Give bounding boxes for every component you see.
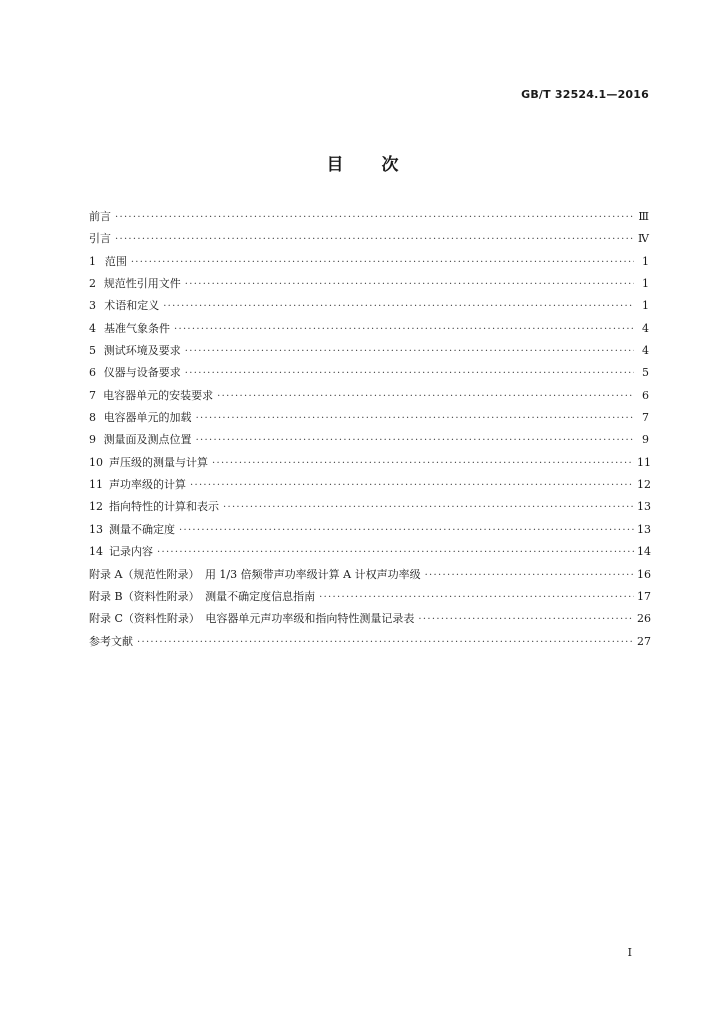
dot-leader xyxy=(115,234,634,245)
toc-entry-label: 测量不确定度 xyxy=(109,522,175,536)
toc-entry-label: 规范性引用文件 xyxy=(103,277,181,291)
dot-leader xyxy=(190,480,634,491)
toc-entry-foreword[interactable] xyxy=(89,208,649,230)
toc-entry-3[interactable] xyxy=(89,297,649,319)
dot-leader xyxy=(425,570,634,581)
dot-leader xyxy=(157,547,634,558)
toc-entry-number: 1 xyxy=(89,254,96,268)
toc-entry-label: 记录内容 xyxy=(109,545,153,559)
toc-entry-label: 测量面及测点位置 xyxy=(103,433,192,447)
dot-leader xyxy=(185,346,634,357)
toc-entry-page: 16 xyxy=(637,567,651,581)
toc-entry-label: 指向特性的计算和表示 xyxy=(109,500,219,514)
toc-entry-11[interactable] xyxy=(89,476,649,498)
toc-entry-page: 7 xyxy=(642,411,649,425)
toc-entry-1[interactable] xyxy=(89,253,649,275)
toc-entry-page: 4 xyxy=(642,344,649,358)
toc-entry-7[interactable] xyxy=(89,387,649,409)
toc-entry-label: 引言 xyxy=(89,232,111,246)
toc-entry-10[interactable] xyxy=(89,454,649,476)
toc-entry-label: 电容器单元的安装要求 xyxy=(103,388,214,402)
toc-entry-label: 声压级的测量与计算 xyxy=(109,455,208,469)
dot-leader xyxy=(185,368,634,379)
dot-leader xyxy=(212,458,634,469)
toc-entry-number: 6 xyxy=(89,366,96,380)
toc-entry-page: 13 xyxy=(637,522,651,536)
toc-entry-page: 6 xyxy=(642,388,649,402)
standard-number: GB/T 32524.1—2016 xyxy=(521,88,649,101)
toc-entry-4[interactable] xyxy=(89,320,649,342)
toc-entry-bibliography[interactable] xyxy=(89,633,649,655)
toc-entry-annex-a[interactable] xyxy=(89,566,649,588)
toc-entry-label: 附录 C（资料性附录） 电容器单元声功率级和指向特性测量记录表 xyxy=(89,612,415,626)
toc-entry-page: 13 xyxy=(637,500,651,514)
dot-leader xyxy=(418,614,634,625)
dot-leader xyxy=(179,525,634,536)
dot-leader xyxy=(174,324,634,335)
toc-entry-number: 11 xyxy=(89,478,103,492)
toc-entry-6[interactable] xyxy=(89,364,649,386)
table-of-contents xyxy=(89,208,649,655)
toc-entry-page: 1 xyxy=(642,277,649,291)
toc-entry-14[interactable] xyxy=(89,543,649,565)
dot-leader xyxy=(163,301,634,312)
toc-entry-label: 仪器与设备要求 xyxy=(103,366,181,380)
toc-entry-page: 5 xyxy=(642,366,649,380)
toc-entry-page: 17 xyxy=(637,589,651,603)
toc-entry-page: Ⅲ xyxy=(638,210,649,223)
title-char-2: 次 xyxy=(381,155,399,175)
toc-entry-label: 声功率级的计算 xyxy=(109,478,186,492)
toc-entry-label: 电容器单元的加载 xyxy=(103,411,192,425)
dot-leader xyxy=(137,637,634,648)
title-char-1: 目 xyxy=(326,155,344,175)
toc-entry-annex-b[interactable] xyxy=(89,588,649,610)
toc-entry-page: 4 xyxy=(642,321,649,335)
toc-entry-number: 9 xyxy=(89,433,96,447)
toc-entry-number: 2 xyxy=(89,277,96,291)
toc-entry-13[interactable] xyxy=(89,521,649,543)
toc-entry-2[interactable] xyxy=(89,275,649,297)
toc-entry-5[interactable] xyxy=(89,342,649,364)
dot-leader xyxy=(217,391,634,402)
dot-leader xyxy=(115,212,634,223)
toc-entry-label: 测试环境及要求 xyxy=(103,344,181,358)
toc-entry-label: 术语和定义 xyxy=(104,299,160,313)
toc-entry-page: 12 xyxy=(637,478,651,492)
toc-entry-number: 4 xyxy=(89,321,96,335)
toc-entry-number: 10 xyxy=(89,455,103,469)
dot-leader xyxy=(131,257,634,268)
toc-entry-label: 范围 xyxy=(104,254,127,268)
toc-entry-number: 12 xyxy=(89,500,103,514)
toc-entry-number: 8 xyxy=(89,411,96,425)
toc-entry-label: 参考文献 xyxy=(89,634,133,648)
toc-entry-label: 附录 A（规范性附录） 用 1/3 倍频带声功率级计算 A 计权声功率级 xyxy=(89,567,421,581)
toc-entry-number: 14 xyxy=(89,545,103,559)
toc-entry-page: 1 xyxy=(642,299,649,313)
toc-entry-9[interactable] xyxy=(89,431,649,453)
page-title xyxy=(0,150,725,175)
toc-entry-page: 1 xyxy=(642,254,649,268)
toc-entry-number: 13 xyxy=(89,522,103,536)
toc-entry-page: 14 xyxy=(637,545,651,559)
dot-leader xyxy=(319,592,634,603)
toc-entry-label: 基准气象条件 xyxy=(103,321,170,335)
toc-entry-number: 7 xyxy=(89,388,96,402)
dot-leader xyxy=(196,413,634,424)
toc-entry-page: 11 xyxy=(637,455,651,469)
toc-entry-12[interactable] xyxy=(89,498,649,520)
toc-entry-8[interactable] xyxy=(89,409,649,431)
toc-entry-page: Ⅳ xyxy=(638,232,649,246)
toc-entry-annex-c[interactable] xyxy=(89,610,649,632)
toc-entry-label: 前言 xyxy=(89,210,111,223)
toc-entry-introduction[interactable] xyxy=(89,230,649,252)
toc-entry-page: 9 xyxy=(642,433,649,447)
page-number: I xyxy=(627,946,632,959)
toc-entry-page: 27 xyxy=(637,634,651,648)
toc-entry-number: 3 xyxy=(89,299,96,313)
toc-entry-label: 附录 B（资料性附录） 测量不确定度信息指南 xyxy=(89,589,316,603)
toc-entry-page: 26 xyxy=(637,612,651,626)
toc-entry-number: 5 xyxy=(89,344,96,358)
dot-leader xyxy=(185,279,634,290)
dot-leader xyxy=(223,502,634,513)
dot-leader xyxy=(196,435,634,446)
